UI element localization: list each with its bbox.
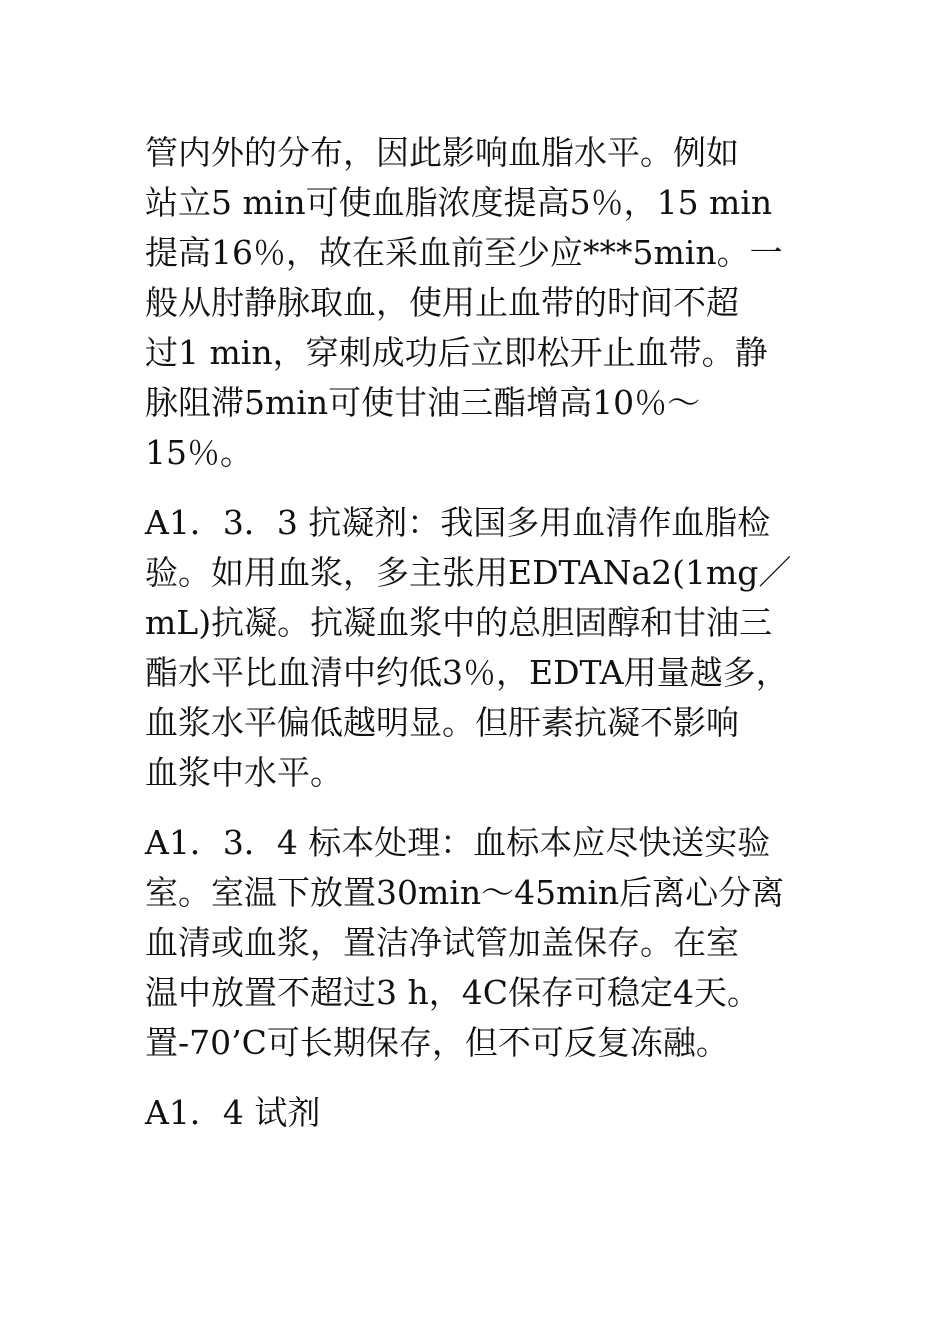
text-line: 脉阻滞5min可使甘油三酯增高10％～ (145, 383, 701, 422)
section-heading-line: A1．3．3 抗凝剂：我国多用血清作血脂检 (145, 503, 771, 542)
text-line: 置-70’C可长期保存，但不可反复冻融。 (145, 1023, 729, 1062)
text-line: 过1 min，穿刺成功后立即松开止血带。静 (145, 333, 768, 372)
text-line: 血浆水平偏低越明显。但肝素抗凝不影响 (145, 703, 739, 742)
section-heading-line: A1．4 试剂 (145, 1093, 321, 1132)
text-line: 站立5 min可使血脂浓度提高5％，15 min (145, 183, 773, 222)
text-line: 酯水平比血清中约低3％，EDTA用量越多， (145, 653, 789, 692)
paragraph-anticoagulant (145, 498, 825, 798)
paragraph-blood-collection (145, 128, 825, 478)
text-line: 室。室温下放置30min～45min后离心分离 (145, 873, 785, 912)
text-line: 血浆中水平。 (145, 753, 343, 792)
text-line: 提高16％，故在采血前至少应***5min。一 (145, 233, 783, 272)
text-line: 验。如用血浆，多主张用EDTANa2(1mg／ (145, 553, 792, 592)
text-line: mL)抗凝。抗凝血浆中的总胆固醇和甘油三 (145, 603, 773, 642)
paragraph-specimen-handling (145, 818, 825, 1068)
text-line: 般从肘静脉取血，使用止血带的时间不超 (145, 283, 739, 322)
text-line: 管内外的分布，因此影响血脂水平。例如 (145, 133, 739, 172)
text-line: 血清或血浆，置洁净试管加盖保存。在室 (145, 923, 739, 962)
section-heading-reagents (145, 1088, 825, 1138)
text-line: 15％。 (145, 433, 253, 472)
text-line: 温中放置不超过3 h，4C保存可稳定4天。 (145, 973, 760, 1012)
section-heading-line: A1．3．4 标本处理：血标本应尽快送实验 (145, 823, 771, 862)
